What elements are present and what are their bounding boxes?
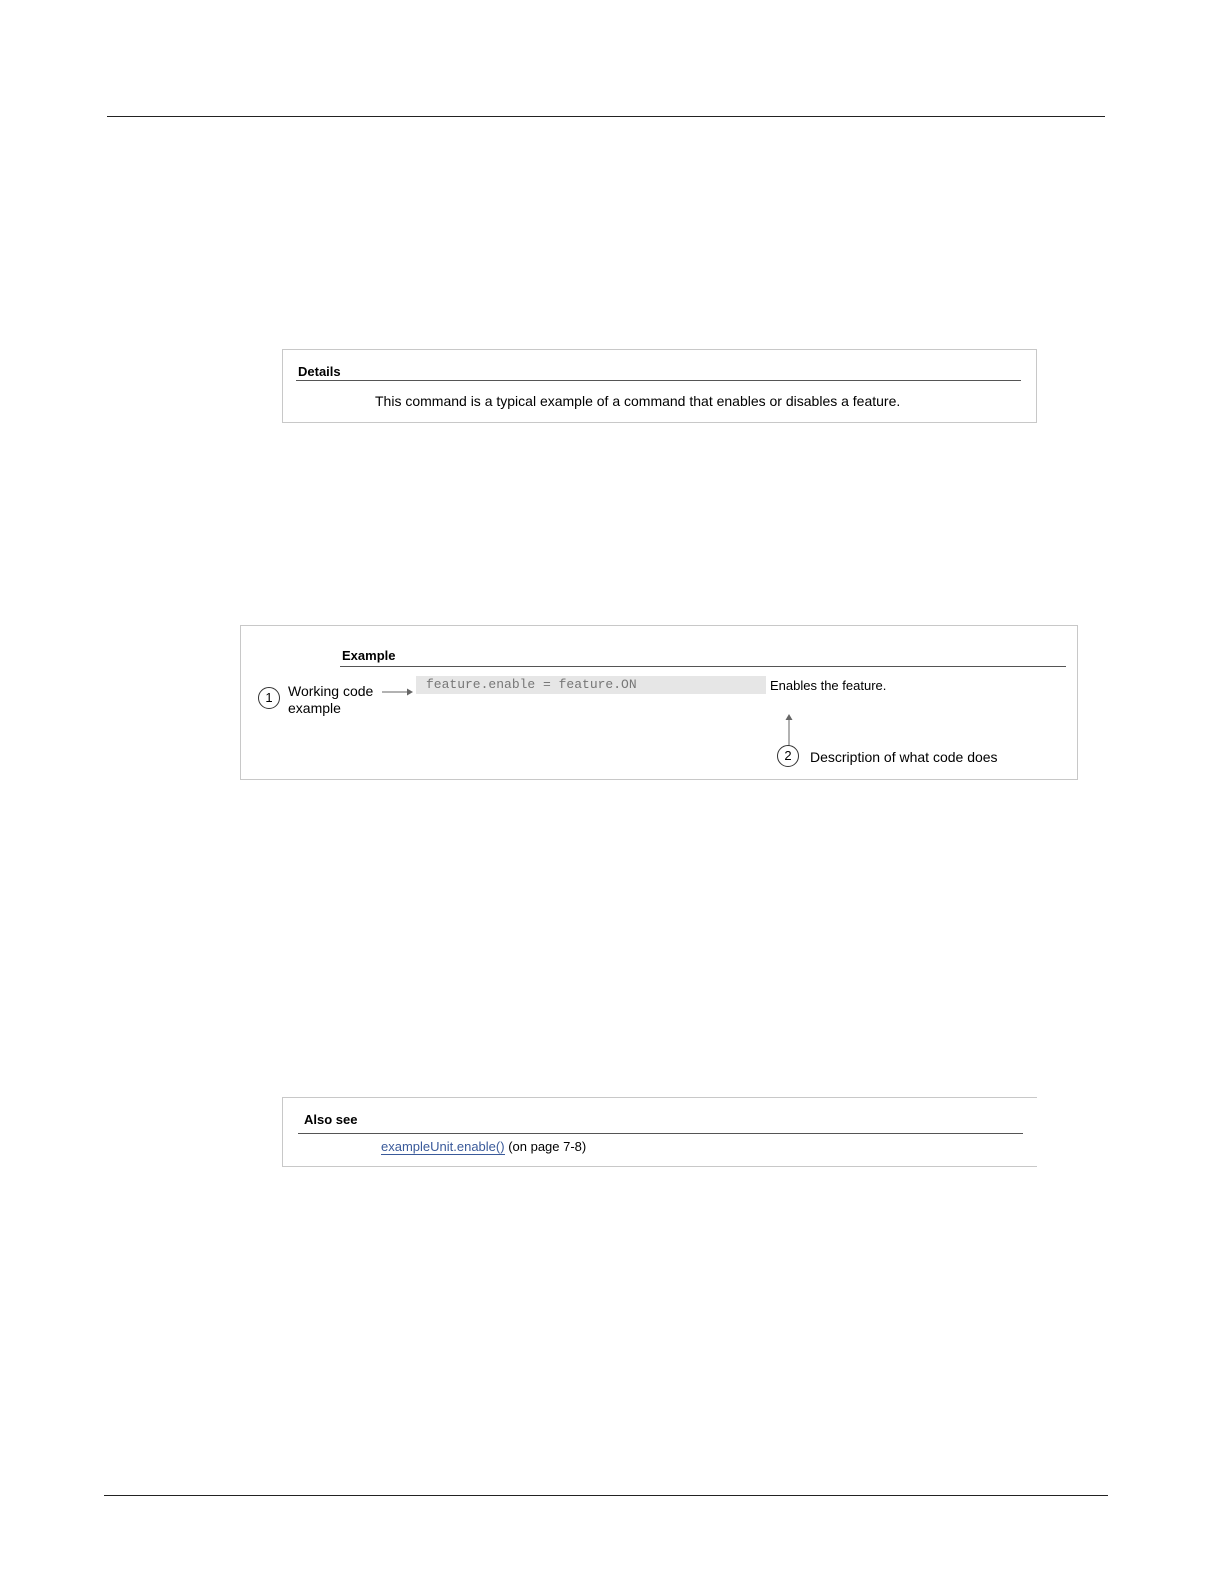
callout-1-line2: example bbox=[288, 700, 341, 716]
callout-2-circle: 2 bbox=[777, 745, 799, 767]
details-box bbox=[282, 349, 1037, 423]
details-text: This command is a typical example of a command that enables or disables a feature. bbox=[375, 393, 901, 409]
also-see-link[interactable]: exampleUnit.enable() bbox=[381, 1139, 505, 1154]
code-example: feature.enable = feature.ON bbox=[416, 676, 766, 694]
details-heading: Details bbox=[298, 364, 341, 379]
footer-rule bbox=[104, 1495, 1108, 1496]
also-see-entry bbox=[381, 1138, 586, 1155]
example-heading: Example bbox=[342, 648, 396, 663]
callout-1-line1: Working code bbox=[288, 683, 374, 699]
example-heading-underline bbox=[340, 666, 1066, 667]
callout-1-circle: 1 bbox=[258, 687, 280, 709]
header-rule bbox=[107, 116, 1105, 117]
details-heading-underline bbox=[296, 380, 1021, 381]
also-see-page-ref: (on page 7-8) bbox=[504, 1139, 587, 1154]
callout-2-label: Description of what code does bbox=[810, 749, 998, 765]
example-box bbox=[240, 625, 1078, 780]
also-see-heading-underline bbox=[298, 1133, 1023, 1134]
also-see-box bbox=[282, 1097, 1037, 1167]
also-see-heading: Also see bbox=[304, 1112, 358, 1127]
callout-1-arrow-icon bbox=[381, 686, 415, 698]
code-description: Enables the feature. bbox=[770, 678, 887, 693]
callout-1-label bbox=[288, 683, 373, 717]
callout-2-arrow-icon bbox=[783, 713, 795, 747]
